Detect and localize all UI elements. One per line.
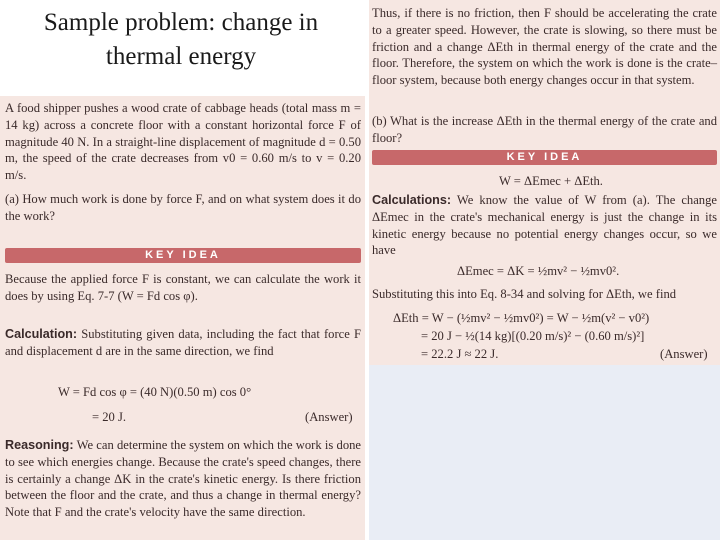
- work-equation-line-1: W = Fd cos φ = (40 N)(0.50 m) cos 0°: [58, 385, 252, 399]
- thermal-equation-line-3: = 22.2 J ≈ 22 J.: [421, 347, 499, 361]
- reasoning-label: Reasoning:: [5, 438, 74, 452]
- slide-title-line-2: thermal energy: [105, 43, 257, 70]
- question-b: (b) What is the increase ΔEth in the thermal energy of the crate and floor?: [372, 114, 717, 145]
- work-equation-line-2: = 20 J.: [92, 410, 127, 424]
- calculations-paragraph: [372, 192, 717, 259]
- right-textbook-column: [369, 0, 720, 365]
- energy-key-equation: W = ΔEmec + ΔEth.: [499, 174, 603, 188]
- mechanical-energy-equation: ΔEmec = ΔK = ½mv² − ½mv0².: [457, 264, 620, 278]
- thermal-equation-line-1: ΔEth = W − (½mv² − ½mv0²) = W − ½m(v² − v0²): [393, 311, 650, 325]
- question-a: (a) How much work is done by force F, and on what system does it do the work?: [5, 192, 361, 223]
- calculations-label: Calculations:: [372, 193, 452, 207]
- key-idea-bar-a: KEY IDEA: [5, 248, 361, 263]
- answer-label-b: (Answer): [660, 347, 708, 361]
- key-idea-bar-b: KEY IDEA: [372, 150, 717, 165]
- left-textbook-column: [0, 96, 365, 540]
- slide-title: [6, 6, 356, 74]
- calculation-paragraph: [5, 326, 361, 360]
- calculation-text: Substituting given data, including the fact that force F and displacement d are in the same direction, we find: [5, 327, 361, 358]
- reasoning-text: We can determine the system on which the work is done to see which energies change. Because the crate's speed changes, there is certainly a change ΔK in the crate's kinetic energy. Is there friction between the floor and the crate, and thus a change in thermal energy? Note that F and the crate's velocity have the same direction.: [5, 438, 361, 520]
- reasoning-paragraph: [5, 437, 361, 521]
- friction-paragraph: Thus, if there is no friction, then F should be accelerating the crate to a greater speed. However, the crate is slowing, so there must be friction and a change ΔEth in thermal energy of the crate and the floor. Therefore, the system on which the work is done is the crate–floor system, because both energy changes occur in that system.: [372, 6, 717, 88]
- thermal-equation-line-2: = 20 J − ½(14 kg)[(0.20 m/s)² − (0.60 m/s)²]: [421, 329, 645, 343]
- substitution-text: Substituting this into Eq. 8-34 and solving for ΔEth, we find: [372, 287, 677, 301]
- problem-statement: A food shipper pushes a wood crate of cabbage heads (total mass m = 14 kg) across a concrete floor with a constant horizontal force F of magnitude 40 N. In a straight-line displacement of magnitude d = 0.50 m, the speed of the crate decreases from v0 = 0.60 m/s to v = 0.20 m/s.: [5, 101, 361, 183]
- right-empty-area: [369, 365, 720, 540]
- calculations-text: We know the value of W from (a). The change ΔEmec in the crate's mechanical energy is just the change in its kinetic energy because no potential energy changes occur, so we have: [372, 193, 717, 258]
- calculation-label: Calculation:: [5, 327, 78, 341]
- answer-label-a: (Answer): [305, 410, 353, 424]
- slide-title-line-1: Sample problem: change in: [43, 9, 319, 36]
- key-idea-a-text: Because the applied force F is constant, we can calculate the work it does by using Eq. 7-7 (W = Fd cos φ).: [5, 272, 361, 303]
